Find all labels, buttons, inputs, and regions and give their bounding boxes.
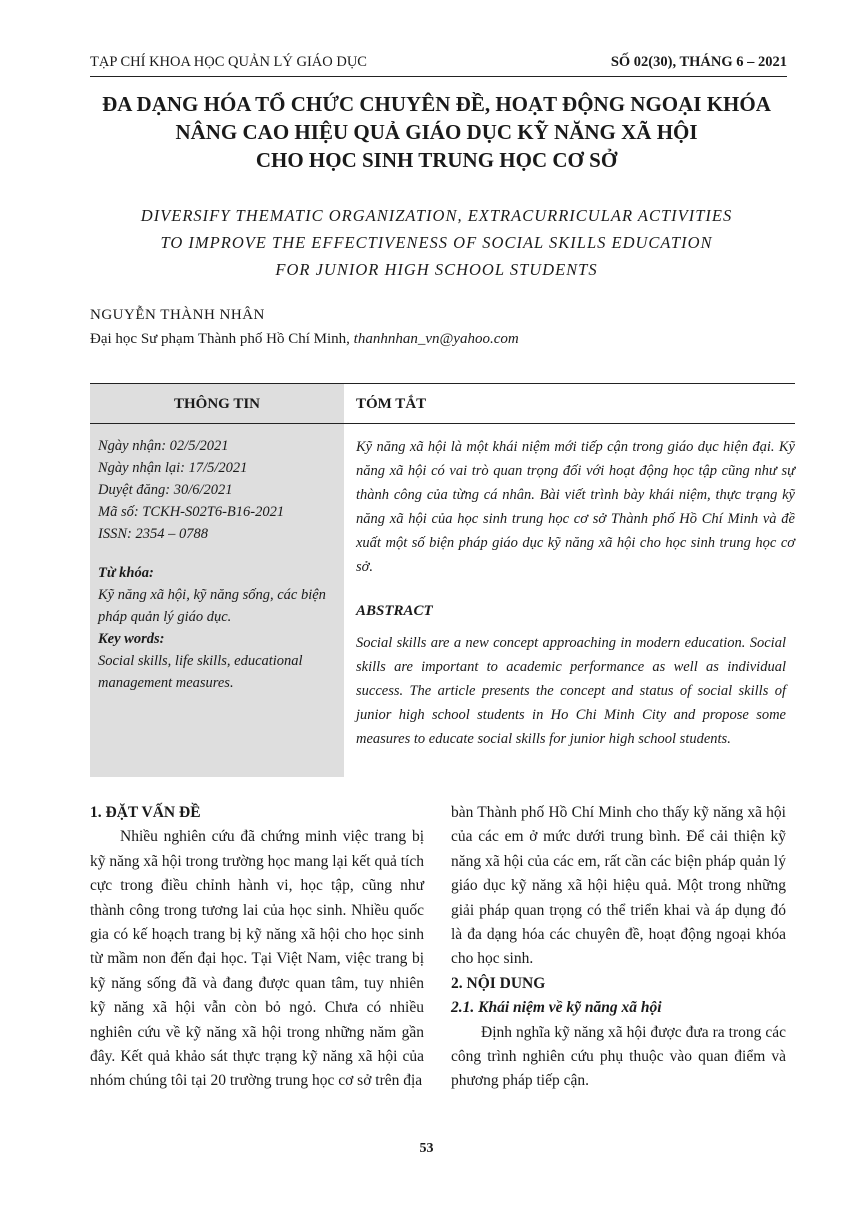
subtitle-line: DIVERSIFY THEMATIC ORGANIZATION, EXTRACURRICULAR ACTIVITIES (140, 206, 733, 225)
revised-date: Ngày nhận lại: 17/5/2021 (98, 460, 248, 476)
abstract-text: Social skills are a new concept approaching in modern education. Social skills are important to academic performance as well as individual success. The article presents the concept and status of social skills of junior high school students in Ho Chi Minh City and propose some measures to educate social skills for junior high school students. (356, 635, 786, 747)
body-paragraph: bàn Thành phố Hồ Chí Minh cho thấy kỹ năng xã hội của các em ở mức dưới trung bình. Để cải thiện kỹ năng xã hội của các em, rất cần các biện pháp quản lý giáo dục kỹ năng xã hội hiệu quả. Một trong những giải pháp quan trọng có thể triển khai và áp dụng đó là đa dạng hóa các chuyên đề, hoạt động ngoại khóa cho học sinh. (451, 804, 786, 968)
summary-text: Kỹ năng xã hội là một khái niệm mới tiếp cận trong giáo dục hiện đại. Kỹ năng xã hội có vai trò quan trọng đối với hoạt động học tập cũng như sự thành công của từng cá nhân. Bài viết trình bày khái niệm, thực trạng kỹ năng xã hội của học sinh trung học cơ sở Thành phố Hồ Chí Minh và đề xuất một số biện pháp giáo dục kỹ năng xã hội cho học sinh trung học cơ sở. (356, 439, 795, 575)
section-heading: 1. ĐẶT VẤN ĐỀ (90, 804, 201, 821)
article-info (98, 435, 340, 694)
title-line: ĐA DẠNG HÓA TỔ CHỨC CHUYÊN ĐỀ, HOẠT ĐỘNG NGOẠI KHÓA (102, 92, 771, 116)
author-affiliation (90, 331, 519, 348)
english-title (60, 202, 813, 283)
running-header (90, 52, 787, 77)
article-code: Mã số: TCKH-S02T6-B16-2021 (98, 504, 285, 520)
title-line: NÂNG CAO HIỆU QUẢ GIÁO DỤC KỸ NĂNG XÃ HỘI (175, 120, 698, 144)
subsection-heading: 2.1. Khái niệm về kỹ năng xã hội (451, 999, 662, 1017)
issue-info: SỐ 02(30), THÁNG 6 – 2021 (610, 54, 787, 70)
subtitle-line: FOR JUNIOR HIGH SCHOOL STUDENTS (275, 260, 598, 279)
body-paragraph: Định nghĩa kỹ năng xã hội được đưa ra trong các công trình nghiên cứu phụ thuộc vào quan điểm và phương pháp tiếp cận. (451, 1023, 786, 1090)
table-header-rule (90, 423, 795, 424)
body-paragraph: Nhiều nghiên cứu đã chứng minh việc trang bị kỹ năng xã hội trong trường học mang lại kết quả tích cực trong điều chỉnh hành vi, học tập, cũng như thành công trong tương lai của học sinh. Nhiều quốc gia có kế hoạch trang bị kỹ năng xã hội cho học sinh từ mầm non đến đại học. Tại Việt Nam, việc trang bị kỹ năng sống đã và đang được quan tâm, tuy nhiên kỹ năng xã hội vẫn còn bỏ ngỏ. Chưa có nhiều nghiên cứu về kỹ năng xã hội trong những năm gần đây. Kết quả khảo sát thực trạng kỹ năng xã hội của nhóm chúng tôi tại 20 trường trung học cơ sở trên địa (90, 828, 424, 1090)
article-title (60, 90, 813, 174)
body-column-left (90, 801, 424, 1094)
issn: ISSN: 2354 – 0788 (98, 526, 208, 542)
received-date: Ngày nhận: 02/5/2021 (98, 438, 229, 454)
keywords-en: Social skills, life skills, educational management measures. (98, 653, 303, 691)
body-column-right (451, 801, 786, 1094)
table-top-rule (90, 383, 795, 384)
abstract-heading: ABSTRACT (356, 603, 433, 619)
keywords-en-label: Key words: (98, 631, 165, 647)
info-heading: THÔNG TIN (174, 396, 260, 412)
author-email: thanhnhan_vn@yahoo.com (353, 331, 519, 347)
author-name: NGUYỄN THÀNH NHÂN (90, 307, 265, 323)
accepted-date: Duyệt đăng: 30/6/2021 (98, 482, 233, 498)
title-line: CHO HỌC SINH TRUNG HỌC CƠ SỞ (255, 148, 618, 172)
keywords-vi: Kỹ năng xã hội, kỹ năng sống, các biện pháp quản lý giáo dục. (98, 587, 326, 625)
journal-name: TẠP CHÍ KHOA HỌC QUẢN LÝ GIÁO DỤC (90, 54, 367, 70)
summary-heading: TÓM TẮT (356, 396, 427, 412)
page-number: 53 (419, 1141, 434, 1156)
keywords-vi-label: Từ khóa: (98, 565, 154, 581)
subtitle-line: TO IMPROVE THE EFFECTIVENESS OF SOCIAL SKILLS EDUCATION (160, 233, 713, 252)
affiliation-text: Đại học Sư phạm Thành phố Hồ Chí Minh, (90, 331, 350, 347)
section-heading: 2. NỘI DUNG (451, 974, 546, 992)
